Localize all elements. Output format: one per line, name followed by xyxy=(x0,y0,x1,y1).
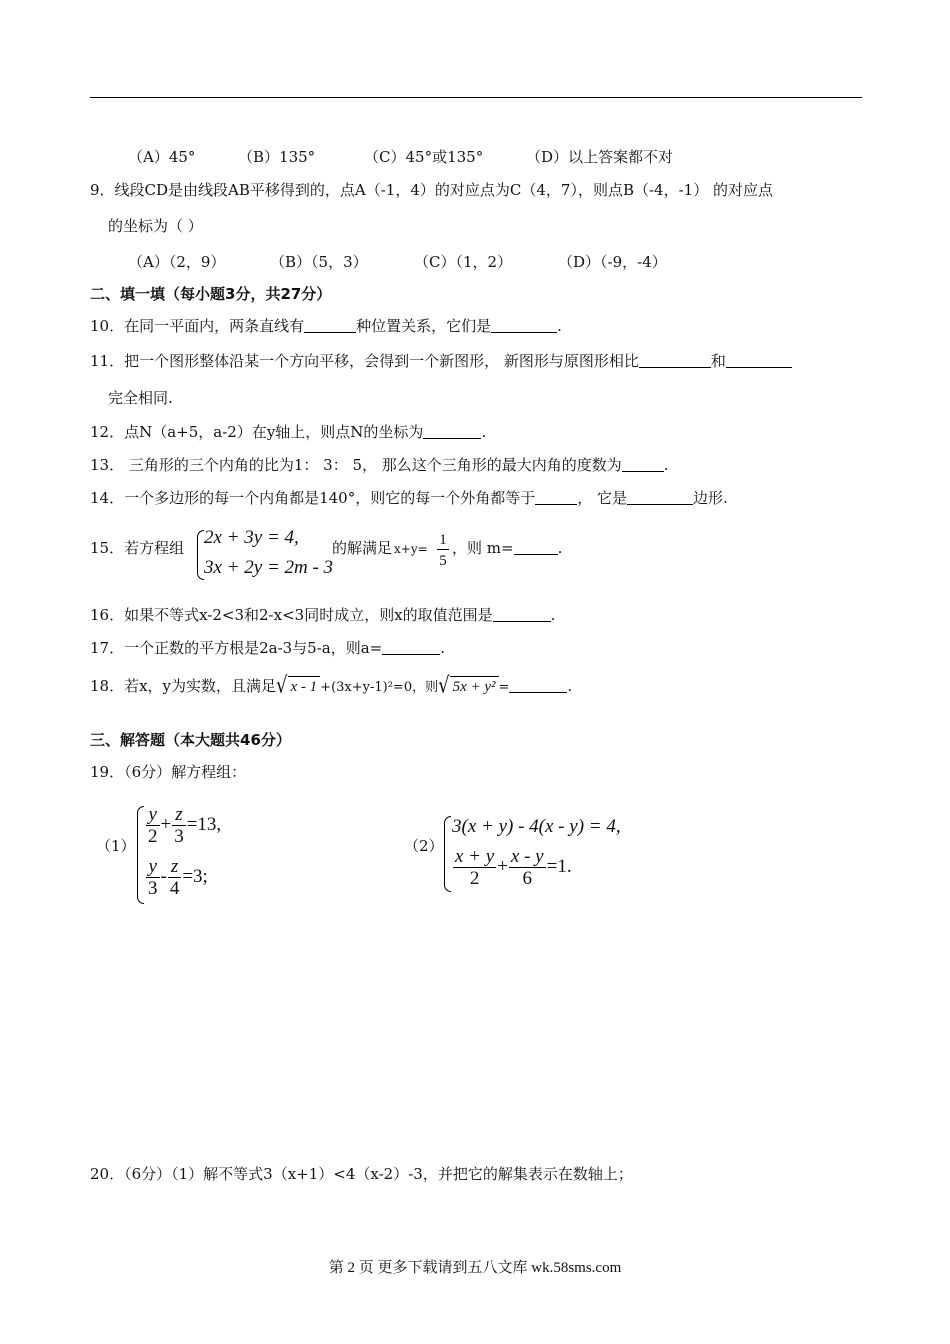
q19-sub2-eq1: 3(x + y) - 4(x - y) = 4, xyxy=(452,816,621,837)
answer-blank[interactable] xyxy=(514,539,558,555)
q19-sub2-eq2: $\frac{x + y}{2}$ + $\frac{x - y}{6}$ =1. xyxy=(455,846,572,889)
q18: 18．若x，y为实数，且满足√ x - 1 +(3x+y-1)²=0，则√ 5x + y² = . xyxy=(90,672,573,699)
q19-sub1-eq1: $\frac{y}{2}$ + $\frac{z}{3}$ =13, xyxy=(148,804,222,847)
answer-blank[interactable] xyxy=(509,677,567,693)
q19-sub1-label: （1） xyxy=(96,837,136,855)
q13: 13． 三角形的三个内角的比为1： 3： 5， 那么这个三角形的最大内角的度数为 . xyxy=(90,456,669,474)
answer-blank[interactable] xyxy=(627,489,693,505)
q15-eq2: 3x + 2y = 2m - 3 xyxy=(204,557,334,578)
answer-blank[interactable] xyxy=(622,456,664,472)
q15-fraction: 1 5 xyxy=(437,531,449,572)
section3-title: 三、解答题（本大题共46分） xyxy=(90,731,291,749)
q15-condition: 的解满足 x+y= xyxy=(332,539,428,557)
q15-eq1: 2x + 3y = 4, xyxy=(204,527,299,548)
q17: 17．一个正数的平方根是2a-3与5-a，则a= . xyxy=(90,639,446,657)
left-brace-icon xyxy=(444,816,451,892)
answer-blank[interactable] xyxy=(493,606,551,622)
q9-line2: 的坐标为（ ） xyxy=(108,217,203,235)
answer-blank[interactable] xyxy=(423,423,481,439)
q15-tail: ，则 m= . xyxy=(452,539,563,557)
q11-line1: 11．把一个图形整体沿某一个方向平移，会得到一个新图形， 新图形与原图形相比 和 xyxy=(90,351,792,371)
q9-option-d: （D）（-9，-4） xyxy=(558,253,667,271)
q16: 16．如果不等式x-2<3和2-x<3同时成立，则x的取值范围是 . xyxy=(90,606,556,624)
q8-option-d: （D）以上答案都不对 xyxy=(526,148,674,166)
q9-line1: 9．线段CD是由线段AB平移得到的，点A（-1，4）的对应点为C（4，7），则点B（-4，-1） 的对应点 xyxy=(90,181,773,199)
page-footer: 第 2 页 更多下载请到五八文库 wk.58sms.com xyxy=(328,1260,622,1276)
q19-sub1-eq2: $\frac{y}{3}$ - $\frac{z}{4}$ =3; xyxy=(148,856,208,899)
answer-blank[interactable] xyxy=(726,352,792,368)
sqrt-icon: √ xyxy=(276,672,288,699)
q14: 14．一个多边形的每一个内角都是140°，则它的每一个外角都等于 ， 它是 边形. xyxy=(90,489,728,507)
q15-label: 15．若方程组 xyxy=(90,539,185,557)
q12: 12．点N（a+5，a-2）在y轴上，则点N的坐标为 . xyxy=(90,423,487,441)
section2-title: 二、填一填（每小题3分，共27分） xyxy=(90,285,332,303)
answer-blank[interactable] xyxy=(304,317,356,333)
answer-blank[interactable] xyxy=(535,489,577,505)
header-rule xyxy=(90,97,862,98)
sqrt-icon: √ xyxy=(438,672,450,699)
q19-label: 19．（6分）解方程组： xyxy=(90,763,247,781)
q11-line2: 完全相同. xyxy=(108,389,173,407)
answer-blank[interactable] xyxy=(491,317,557,333)
answer-blank[interactable] xyxy=(382,639,440,655)
left-brace-icon xyxy=(137,806,144,904)
q9-option-c: （C）（1，2） xyxy=(414,253,513,271)
q10: 10．在同一平面内，两条直线有 种位置关系，它们是 . xyxy=(90,317,562,335)
left-brace-icon xyxy=(197,530,204,580)
q9-option-b: （B）（5，3） xyxy=(270,253,368,271)
answer-blank[interactable] xyxy=(639,352,711,368)
q8-option-c: （C）45°或135° xyxy=(364,148,484,166)
q9-option-a: （A）（2，9） xyxy=(128,253,226,271)
q8-option-a: （A）45° xyxy=(128,148,196,166)
q8-option-b: （B）135° xyxy=(238,148,316,166)
q19-sub2-label: （2） xyxy=(404,837,444,855)
q20: 20．（6分）（1）解不等式3（x+1）<4（x-2）-3，并把它的解集表示在数轴上； xyxy=(90,1165,633,1183)
